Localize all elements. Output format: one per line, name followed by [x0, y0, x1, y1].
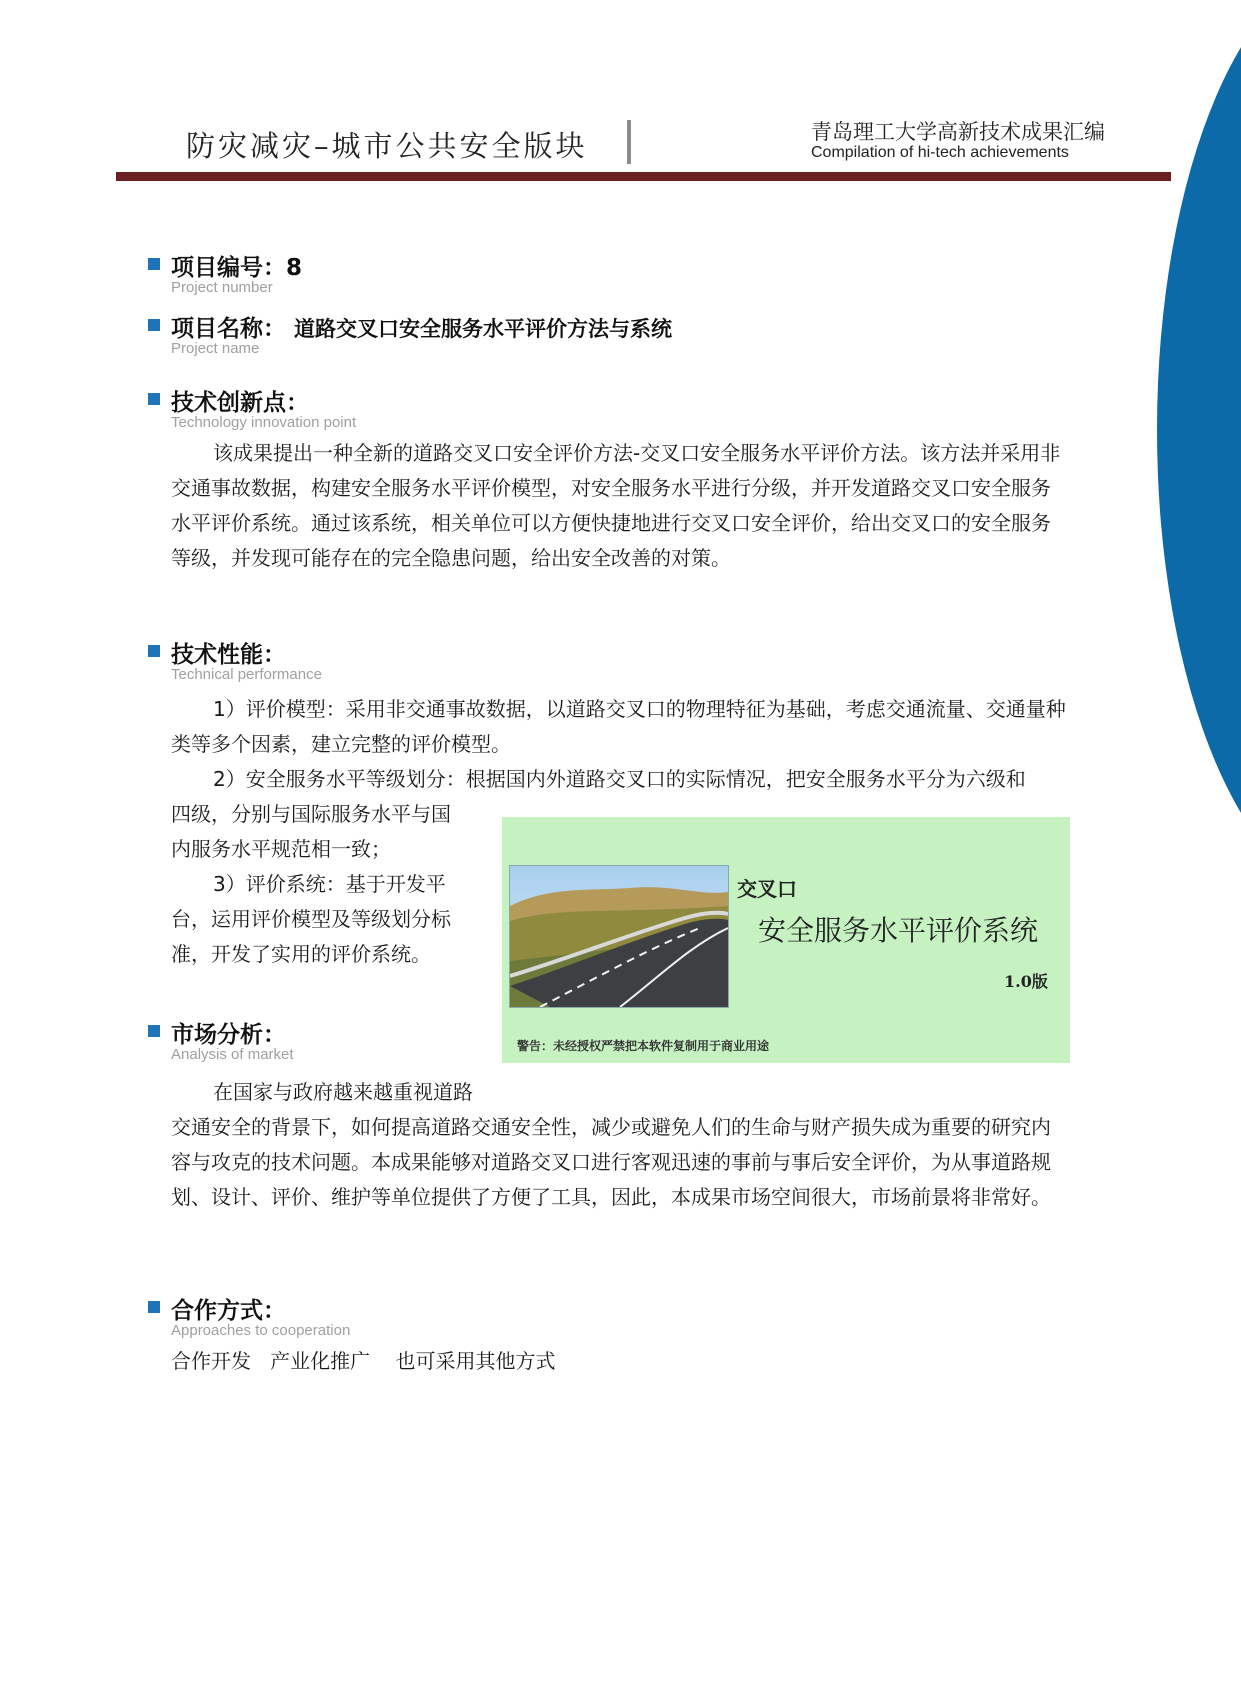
splash-title: 安全服务水平评价系统: [758, 914, 1039, 947]
project-number-value: 8: [286, 255, 303, 281]
publication-title-en: Compilation of hi-tech achievements: [811, 144, 1069, 161]
performance-item-3-line3: 准，开发了实用的评价系统。: [171, 942, 431, 966]
bullet-square-icon: [148, 1301, 160, 1313]
publication-title-cn: 青岛理工大学高新技术成果汇编: [811, 120, 1105, 144]
performance-item-3-line1: 3）评价系统：基于开发平: [213, 872, 446, 896]
header-rule: [116, 172, 1171, 181]
project-name-label: 项目名称：: [171, 316, 286, 342]
innovation-label: 技术创新点：: [171, 390, 309, 416]
splash-version: 1.0版: [1004, 972, 1048, 991]
software-splash-image: [502, 817, 1070, 1063]
bullet-square-icon: [148, 319, 160, 331]
performance-item-2-line3: 内服务水平规范相一致；: [171, 837, 391, 861]
performance-item-2-line1: 2）安全服务水平等级划分：根据国内外道路交叉口的实际情况，把安全服务水平分为六级和: [213, 767, 1026, 791]
project-name-value: 道路交叉口安全服务水平评价方法与系统: [294, 317, 672, 341]
bullet-square-icon: [148, 393, 160, 405]
project-name-en: Project name: [171, 340, 260, 357]
market-paragraph-line1: 在国家与政府越来越重视道路: [213, 1080, 473, 1104]
splash-subtitle: 交叉口: [737, 877, 797, 901]
performance-item-2-line2: 四级，分别与国际服务水平与国: [171, 802, 451, 826]
cooperation-label: 合作方式：: [171, 1298, 286, 1324]
highway-photo: [509, 865, 729, 1008]
market-label: 市场分析：: [171, 1022, 286, 1048]
market-en: Analysis of market: [171, 1046, 294, 1063]
decorative-blue-arc: [1157, 0, 1241, 900]
bullet-square-icon: [148, 258, 160, 270]
project-number-label: 项目编号：: [171, 255, 286, 281]
cooperation-en: Approaches to cooperation: [171, 1322, 351, 1339]
header-divider: [627, 120, 631, 164]
performance-en: Technical performance: [171, 666, 322, 683]
project-number-en: Project number: [171, 279, 273, 296]
performance-item-3-line2: 台，运用评价模型及等级划分标: [171, 907, 451, 931]
bullet-square-icon: [148, 645, 160, 657]
section-title: 防灾减灾–城市公共安全版块: [186, 129, 588, 163]
performance-item-1: 1）评价模型：采用非交通事故数据，以道路交叉口的物理特征为基础，考虑交通流量、交通量种类等多个因素，建立完整的评价模型。: [171, 697, 1066, 756]
performance-label: 技术性能：: [171, 642, 286, 668]
cooperation-text: 合作开发 产业化推广 也可采用其他方式: [171, 1349, 556, 1373]
innovation-paragraph: 该成果提出一种全新的道路交叉口安全评价方法-交叉口安全服务水平评价方法。该方法并采用非交通事故数据，构建安全服务水平评价模型，对安全服务水平进行分级，并开发道路交叉口安全服务水平评价系统。通过该系统，相关单位可以方便快捷地进行交叉口安全评价，给出交叉口的安全服务等级，并发现可能存在的完全隐患问题，给出安全改善的对策。: [171, 441, 1061, 570]
market-paragraph: 交通安全的背景下，如何提高道路交通安全性，减少或避免人们的生命与财产损失成为重要的研究内容与攻克的技术问题。本成果能够对道路交叉口进行客观迅速的事前与事后安全评价，为从事道路规划、设计、评价、维护等单位提供了方便了工具，因此，本成果市场空间很大，市场前景将非常好。: [171, 1115, 1051, 1209]
innovation-en: Technology innovation point: [171, 414, 357, 431]
bullet-square-icon: [148, 1025, 160, 1037]
splash-warning: 警告：未经授权严禁把本软件复制用于商业用途: [517, 1039, 770, 1053]
